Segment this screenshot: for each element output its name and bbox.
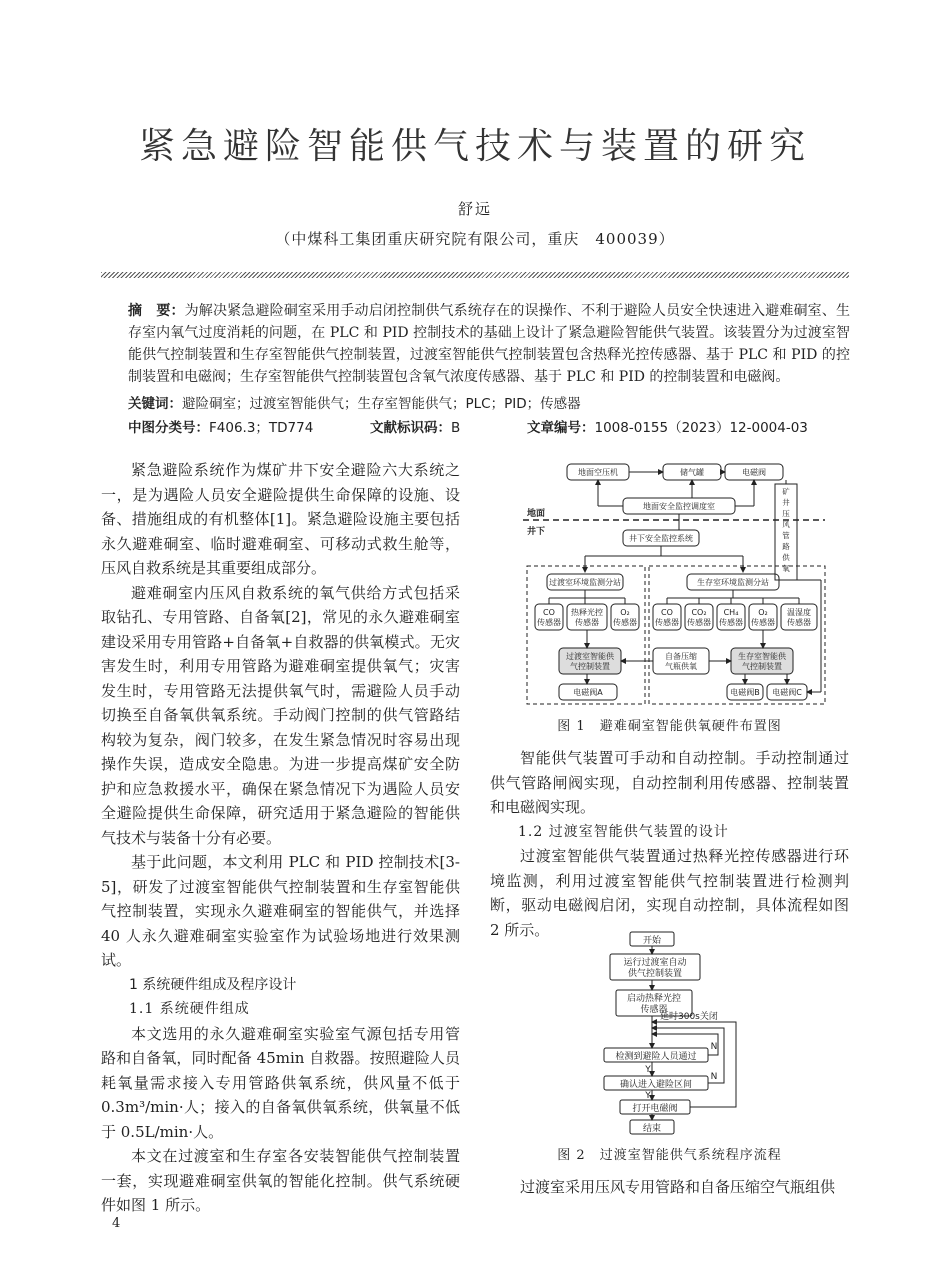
fig1-sensor-label: 传感器 <box>751 618 775 627</box>
fig1-bottle: 自备压缩 <box>665 652 697 661</box>
fig1-sensor-co: CO <box>661 608 673 617</box>
paragraph: 过渡室采用压风专用管路和自备压缩空气瓶组供 <box>520 1178 836 1196</box>
fig2-delay: 延时300s关闭 <box>660 1012 718 1022</box>
abstract <box>128 300 850 388</box>
article-number: 文章编号：1008-0155（2023）12-0004-03 <box>527 420 808 436</box>
fig1-sensor-label: 传感器 <box>655 618 679 627</box>
keywords-label: 关键词： <box>128 396 182 412</box>
abstract-text: 为解决紧急避险硐室采用手动启闭控制供气系统存在的误操作、不利于避险人员安全快速进入避难硐室、生存室内氧气过度消耗的问题，在 PLC 和 PID 控制技术的基础上设计了紧急避险智能供气装置。该装置分为过渡室智能供气控制装置和生存室智能供气控制装置，过渡室智能供气控制装置包含热释光控传感器、基于 PLC 和 PID 的控制装置和电磁阀；生存室智能供气控制装置包含氧气浓度传感器、基于 PLC 和 PID 的控制装置和电磁阀。 <box>128 303 850 385</box>
right-column-top <box>490 746 849 942</box>
header-rule <box>101 272 849 278</box>
paragraph: 智能供气装置可手动和自动控制。手动控制通过供气管路闸阀实现，自动控制利用传感器、控制装置和电磁阀实现。 <box>490 749 849 816</box>
fig1-surv-ctrl-2: 气控制装置 <box>742 662 782 671</box>
right-column-bottom <box>490 1175 849 1200</box>
figure-1-hardware-diagram <box>505 458 845 708</box>
fig1-valve-a: 电磁阀A <box>573 688 603 697</box>
doc-code: 文献标识码：B <box>370 420 461 436</box>
paragraph: 基于此问题，本文利用 PLC 和 PID 控制技术[3-5]，研发了过渡室智能供气控制装置和生存室智能供气控制装置，实现永久避难硐室的智能供气，并选择 40 人永久避难硐室实验室作为试验场地进行效果测试。 <box>101 853 460 969</box>
section-heading: 1 系统硬件组成及程序设计 <box>129 976 297 993</box>
fig1-sensor-co: CO <box>543 608 555 617</box>
fig1-sensor-o2: O₂ <box>620 608 630 617</box>
fig1-valve-c: 电磁阀C <box>772 688 802 697</box>
fig2-confirm: 确认进入避险区间 <box>619 1080 693 1090</box>
fig2-run-2: 供气控制装置 <box>627 969 683 979</box>
fig1-underground-monitor: 井下安全监控系统 <box>629 534 693 543</box>
paragraph: 避难硐室内压风自救系统的氧气供给方式包括采取钻孔、专用管路、自备氧[2]，常见的永久避难硐室建设采用专用管路+自备氧+自救器的供氧模式。无灾害发生时，利用专用管路为避难硐室提供氧气；灾害发生时，专用管路无法提供氧气时，需避险人员手动切换至自备氧供氧系统。手动阀门控制的供气管路结构较为复杂，阀门较多，在发生紧急情况时容易出现操作失误，造成安全隐患。为进一步提高煤矿安全防护和应急救援水平，确保在紧急情况下为遇险人员安全避险提供生命保障，研究适用于紧急避险的智能供气技术与装备十分有必要。 <box>101 583 460 847</box>
clc-number: 中图分类号：F406.3；TD774 <box>128 420 314 436</box>
fig1-trans-ctrl-2: 气控制装置 <box>570 662 610 671</box>
fig1-sensor-label: 传感器 <box>687 618 711 627</box>
figure-2-flowchart <box>590 928 750 1138</box>
fig2-y-1: Y <box>645 1065 651 1075</box>
fig2-detect: 检测到避险人员通过 <box>615 1052 697 1062</box>
fig1-compressor: 地面空压机 <box>578 468 618 477</box>
fig1-sensor-co2: CO₂ <box>691 608 707 617</box>
fig1-underground-label: 井下 <box>527 527 546 537</box>
figure-1-caption: 图 1 避难硐室智能供氧硬件布置图 <box>557 719 782 734</box>
fig2-sensor-2: 传感器 <box>640 1005 668 1015</box>
fig1-surv-ctrl: 生存室智能供 <box>738 652 786 661</box>
page-number: 4 <box>112 1216 121 1231</box>
fig1-trans-ctrl: 过渡室智能供 <box>566 652 614 661</box>
fig2-n-1: N <box>710 1042 718 1052</box>
fig2-y-2: Y <box>645 1091 651 1101</box>
fig1-valve-b: 电磁阀B <box>730 688 760 697</box>
fig1-sensor-temp: 温湿度 <box>787 608 811 617</box>
fig1-shaft-label: 矿井压风管路供氧 <box>782 487 790 573</box>
fig1-valve: 电磁阀 <box>742 468 766 477</box>
fig1-sensor-label: 传感器 <box>537 618 561 627</box>
left-column <box>101 458 460 1218</box>
author: 舒远 <box>457 200 492 218</box>
paragraph: 本文在过渡室和生存室各安装智能供气控制装置一套，实现避难硐室供氧的智能化控制。供气系统硬件如图 1 所示。 <box>101 1147 460 1214</box>
subsection-heading: 1.2 过渡室智能供气装置的设计 <box>518 823 729 840</box>
fig1-bottle-2: 气瓶供氧 <box>665 662 697 671</box>
fig2-start: 开始 <box>642 936 662 946</box>
fig2-sensor: 启动热释光控 <box>626 994 682 1004</box>
fig2-run: 运行过渡室自动 <box>623 958 687 968</box>
fig1-sensor-label: 传感器 <box>787 618 811 627</box>
keywords-text: 避险硐室；过渡室智能供气；生存室智能供气；PLC；PID；传感器 <box>182 396 581 412</box>
fig1-sensor-thermo: 热释光控 <box>571 608 603 617</box>
abstract-label: 摘 要： <box>128 303 185 319</box>
keywords <box>128 392 850 412</box>
fig1-trans-station: 过渡室环境监测分站 <box>549 578 621 587</box>
fig1-sensor-label: 传感器 <box>575 618 599 627</box>
fig1-sensor-label: 传感器 <box>613 618 637 627</box>
fig1-surv-station: 生存室环境监测分站 <box>697 578 769 587</box>
fig1-tank: 储气罐 <box>680 468 704 477</box>
fig2-open: 打开电磁阀 <box>632 1104 678 1114</box>
fig2-n-2: N <box>710 1072 718 1082</box>
fig2-end: 结束 <box>642 1124 662 1134</box>
paper-title: 紧急避险智能供气技术与装置的研究 <box>138 126 811 167</box>
fig1-sensor-ch4: CH₄ <box>723 608 739 617</box>
subsection-heading: 1.1 系统硬件组成 <box>129 1001 250 1017</box>
figure-2-caption: 图 2 过渡室智能供气系统程序流程 <box>557 1148 782 1163</box>
paragraph: 本文选用的永久避难硐室实验室气源包括专用管路和自备氧，同时配备 45min 自救器。按照避险人员耗氧量需求接入专用管路供氧系统，供风量不低于 0.3m³/min·人；接入的自备氧供氧系统，供氧量不低于 0.5L/min·人。 <box>101 1024 460 1141</box>
fig1-sensor-o2: O₂ <box>758 608 768 617</box>
fig1-ground-label: 地面 <box>527 509 546 519</box>
paragraph: 紧急避险系统作为煤矿井下安全避险六大系统之一，是为遇险人员安全避险提供生命保障的设施、设备、措施组成的有机整体[1]。紧急避险设施主要包括永久避难硐室、临时避难硐室、可移动式救生舱等，压风自救系统是其重要组成部分。 <box>101 461 460 577</box>
fig1-sensor-label: 传感器 <box>719 618 743 627</box>
affiliation: （中煤科工集团重庆研究院有限公司，重庆 400039） <box>275 230 675 248</box>
paragraph: 过渡室智能供气装置通过热释光控传感器进行环境监测，利用过渡室智能供气控制装置进行检测判断，驱动电磁阀启闭，实现自动控制，具体流程如图 2 所示。 <box>490 847 849 939</box>
fig1-monitor-room: 地面安全监控调度室 <box>643 502 715 511</box>
